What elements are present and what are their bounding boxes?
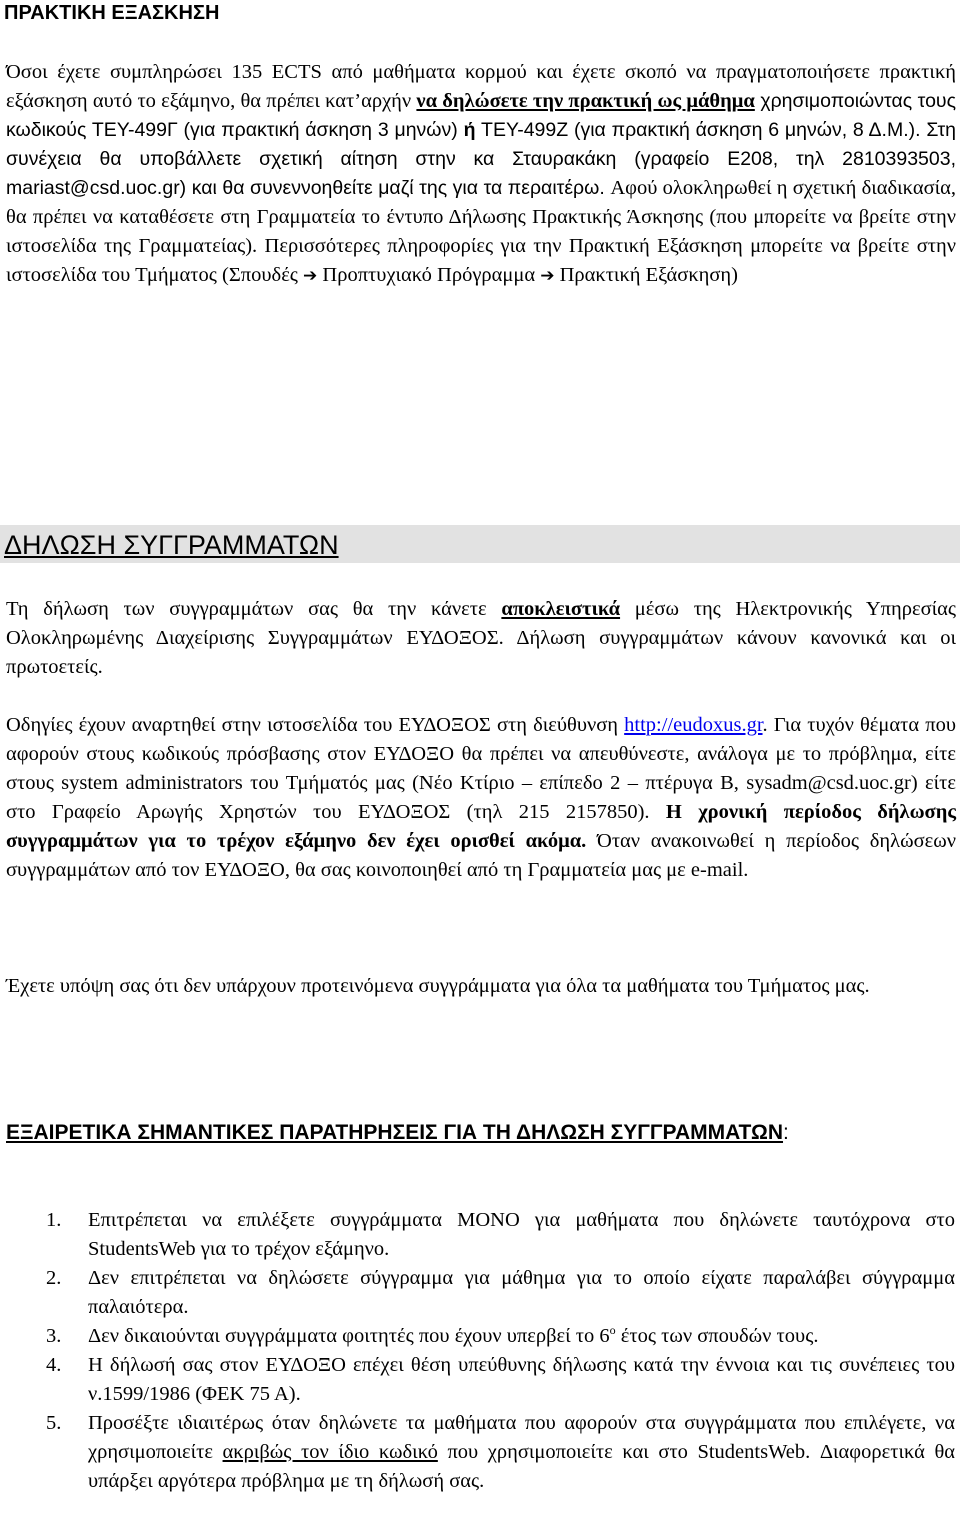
list-item: 4. Η δήλωσή σας στον ΕΥΔΟΞΟ επέχει θέση υπεύθυνης δήλωσης κατά την έννοια και τις συνέπειες του ν.1599/1986 (ΦΕΚ 75 Α). — [46, 1354, 955, 1405]
textbooks-paragraph-3: Έχετε υπόψη σας ότι δεν υπάρχουν προτεινόμενα συγγράμματα για όλα τα μαθήματα του Τμήματος μας. — [6, 975, 870, 997]
textbooks-paragraph-2: Οδηγίες έχουν αναρτηθεί στην ιστοσελίδα του ΕΥΔΟΞΟΣ στη διεύθυνση http://eudoxus.gr. Για τυχόν θέματα που αφορούν στους κωδικούς πρόσβασης στον ΕΥΔΟΞΟ θα πρέπει να απευθύνεστε, ανάλογα με το πρόβλημα, είτε στους system administrators του Τμήματός μας (Νέο Κτίριο – επίπεδο 2 – πτέρυγα Β, sysadm@csd.uoc.gr) είτε στο Γραφείο Αρωγής Χρηστών του ΕΥΔΟΞΟΣ (τηλ 215 2157850). Η χρονική περίοδος δήλωσης συγγραμμάτων για το τρέχον εξάμηνο δεν έχει ορισθεί ακόμα. Όταν ανακοινωθεί η περίοδος δηλώσεων συγγραμμάτων από τον ΕΥΔΟΞΟ, θα σας κοινοποιηθεί από τη Γραμματεία μας με e-mail. — [6, 714, 957, 881]
eudoxus-link[interactable]: http://eudoxus.gr — [624, 714, 763, 736]
section-title-textbooks: ΔΗΛΩΣΗ ΣΥΓΓΡΑΜΜΑΤΩΝ — [4, 530, 339, 560]
practical-paragraph: Όσοι έχετε συμπληρώσει 135 ECTS από μαθήματα κορμού και έχετε σκοπό να πραγματοποιήσετε πρακτική εξάσκηση αυτό το εξάμηνο, θα πρέπει κατ’αρχήν να δηλώσετε την πρακτική ως μάθημα χρησιμοποιώντας τους κωδικούς ΤΕΥ-499Γ (για πρακτική άσκηση 3 μηνών) ή ΤΕΥ-499Ζ (για πρακτική άσκηση 6 μηνών, 8 Δ.Μ.). Στη συνέχεια θα υποβάλλετε σχετική αίτηση στην κα Σταυρακάκη (γραφείο Ε208, τηλ 2810393503, mariast@csd.uoc.gr) και θα συνεννοηθείτε μαζί της για τα περαιτέρω. Αφού ολοκληρωθεί η σχετική διαδικασία, θα πρέπει να καταθέσετε στη Γραμματεία το έντυπο Δήλωσης Πρακτικής Άσκησης (που μπορείτε να βρείτε στην ιστοσελίδα της Γραμματείας). Περισσότερες πληροφορίες για την Πρακτική Εξάσκηση μπορείτε να βρείτε στην ιστοσελίδα του Τμήματος (Σπουδές ➔ Προπτυχιακό Πρόγραμμα ➔ Πρακτική Εξάσκηση) — [6, 61, 957, 286]
code-6-months: ΤΕΥ-499Ζ — [481, 119, 569, 141]
declare-course-text: να δηλώσετε την πρακτική ως μάθημα — [416, 90, 755, 112]
list-item: 1. Επιτρέπεται να επιλέξετε συγγράμματα ΜΟΝΟ για μαθήματα που δηλώνετε ταυτόχρονα στο StudentsWeb για το τρέχον εξάμηνο. — [46, 1209, 955, 1260]
section-title-important-notes: ΕΞΑΙΡΕΤΙΚΑ ΣΗΜΑΝΤΙΚΕΣ ΠΑΡΑΤΗΡΗΣΕΙΣ ΓΙΑ ΤΗ ΔΗΛΩΣΗ ΣΥΓΓΡΑΜΜΑΤΩΝ: — [6, 1121, 789, 1144]
list-item: 3. Δεν δικαιούνται συγγράμματα φοιτητές που έχουν υπερβεί το $6^o$ έτος των σπουδών τους. — [46, 1323, 819, 1347]
code-3-months: ΤΕΥ-499Γ — [91, 119, 178, 141]
exclusive-text: αποκλειστικά — [501, 598, 621, 620]
notes-list — [0, 1206, 955, 1496]
list-item: 5. Προσέξτε ιδιαιτέρως όταν δηλώνετε τα μαθήματα που αφορούν στα συγγράμματα που επιλέγετε, να χρησιμοποιείτε ακριβώς τον ίδιο κωδικό που χρησιμοποιείτε και στο StudentsWeb. Διαφορετικά θα υπάρξει αργότερα πρόβλημα με τη δήλωσή σας. — [46, 1412, 955, 1492]
period-notice: Η χρονική περίοδος δήλωσης συγγραμμάτων για το τρέχον εξάμηνο δεν έχει ορισθεί ακόμα. — [6, 801, 957, 852]
list-item: 2. Δεν επιτρέπεται να δηλώσετε σύγγραμμα για μάθημα για το οποίο είχατε παραλάβει σύγγραμμα παλαιότερα. — [46, 1267, 955, 1318]
arrow-right-icon: ➔ — [540, 266, 555, 286]
textbooks-paragraph-1: Τη δήλωση των συγγραμμάτων σας θα την κάνετε αποκλειστικά μέσω της Ηλεκτρονικής Υπηρεσίας Ολοκληρωμένης Διαχείρισης Συγγραμμάτων ΕΥΔΟΞΟΣ. Δήλωση συγγραμμάτων κάνουν κανονικά και οι πρωτοετείς. — [6, 598, 957, 678]
section-title-practical: ΠΡΑΚΤΙΚΗ ΕΞΑΣΚΗΣΗ — [0, 0, 960, 26]
arrow-right-icon: ➔ — [303, 266, 318, 286]
